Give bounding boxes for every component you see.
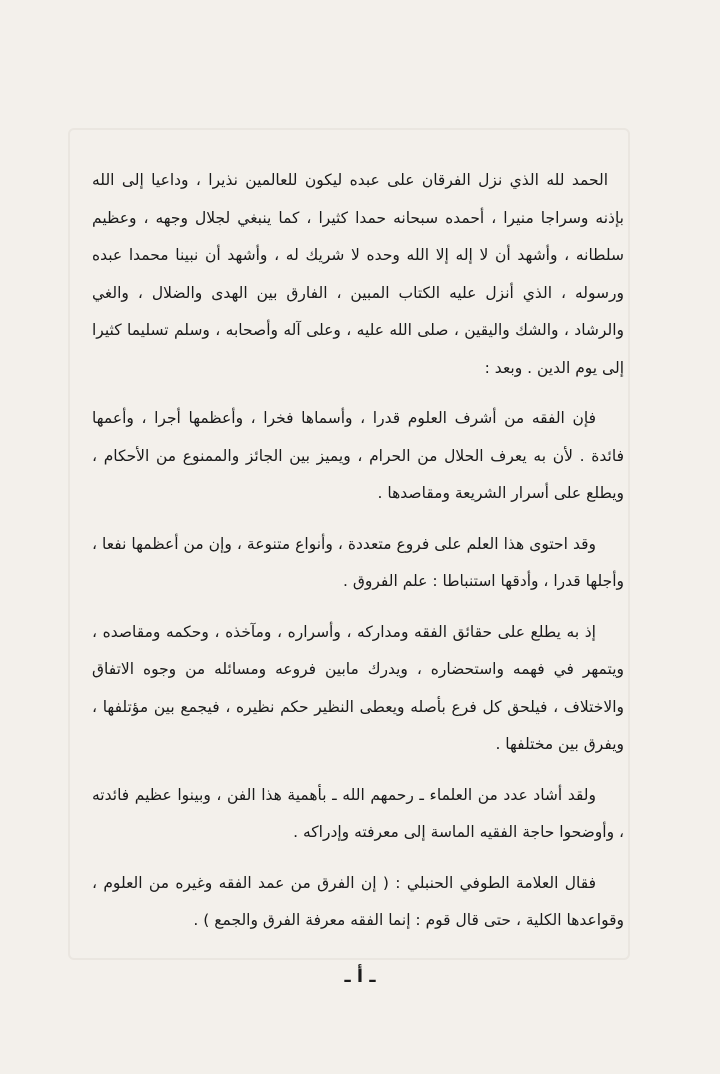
paragraph-fiqh-virtue: فإن الفقه من أشرف العلوم قدرا ، وأسماها فخرا ، وأعظمها أجرا ، وأعمها فائدة . لأن به يعرف الحلال من الحرام ، ويميز بين الجائز والممنوع من الأحكام ، ويطلع على أسرار الشريعة ومقاصدها . [92,409,624,502]
paragraph-fiqh-branches: وقد احتوى هذا العلم على فروع متعددة ، وأنواع متنوعة ، وإن من أعظمها نفعا ، وأجلها قدرا ، وأدقها استنباطا : علم الفروق . [92,534,624,590]
document-body [92,162,624,940]
paragraph-tufi-quote: فقال العلامة الطوفي الحنبلي : ( إن الفرق من عمد الفقه وغيره من العلوم ، وقواعدها الكلية ، حتى قال قوم : إنما الفقه معرفة الفرق والجمع ) . [92,873,624,929]
paragraph-furuq-benefit: إذ به يطلع على حقائق الفقه ومداركه ، وأسراره ، ومآخذه ، وحكمه ومقاصده ، ويتمهر في فهمه واستحضاره ، ويدرك مابين فروعه ومسائله من وجوه الاتفاق والاختلاف ، فيلحق كل فرع بأصله ويعطى النظير حكم نظيره ، فيجمع بين مؤتلفها ، ويفرق بين مختلفها . [92,622,624,753]
paragraph-preface-opening: الحمد لله الذي نزل الفرقان على عبده ليكون للعالمين نذيرا ، وداعيا إلى الله بإذنه وسراجا منيرا ، أحمده سبحانه حمدا كثيرا ، كما ينبغي لجلال وجهه ، وعظيم سلطانه ، وأشهد أن لا إله إلا الله وحده لا شريك له ، وأشهد أن نبينا محمدا عبده ورسوله ، الذي أنزل عليه الكتاب المبين ، الفارق بين الهدى والضلال ، والغي والرشاد ، والشك واليقين ، صلى الله عليه ، وعلى آله وأصحابه ، وسلم تسليما كثيرا إلى يوم الدين . وبعد : [92,171,624,377]
page-number: ـ أ ـ [344,966,376,987]
paragraph-scholars: ولقد أشاد عدد من العلماء ـ رحمهم الله ـ بأهمية هذا الفن ، وبينوا عظيم فائدته ، وأوضحوا حاجة الفقيه الماسة إلى معرفته وإدراكه . [92,785,624,841]
